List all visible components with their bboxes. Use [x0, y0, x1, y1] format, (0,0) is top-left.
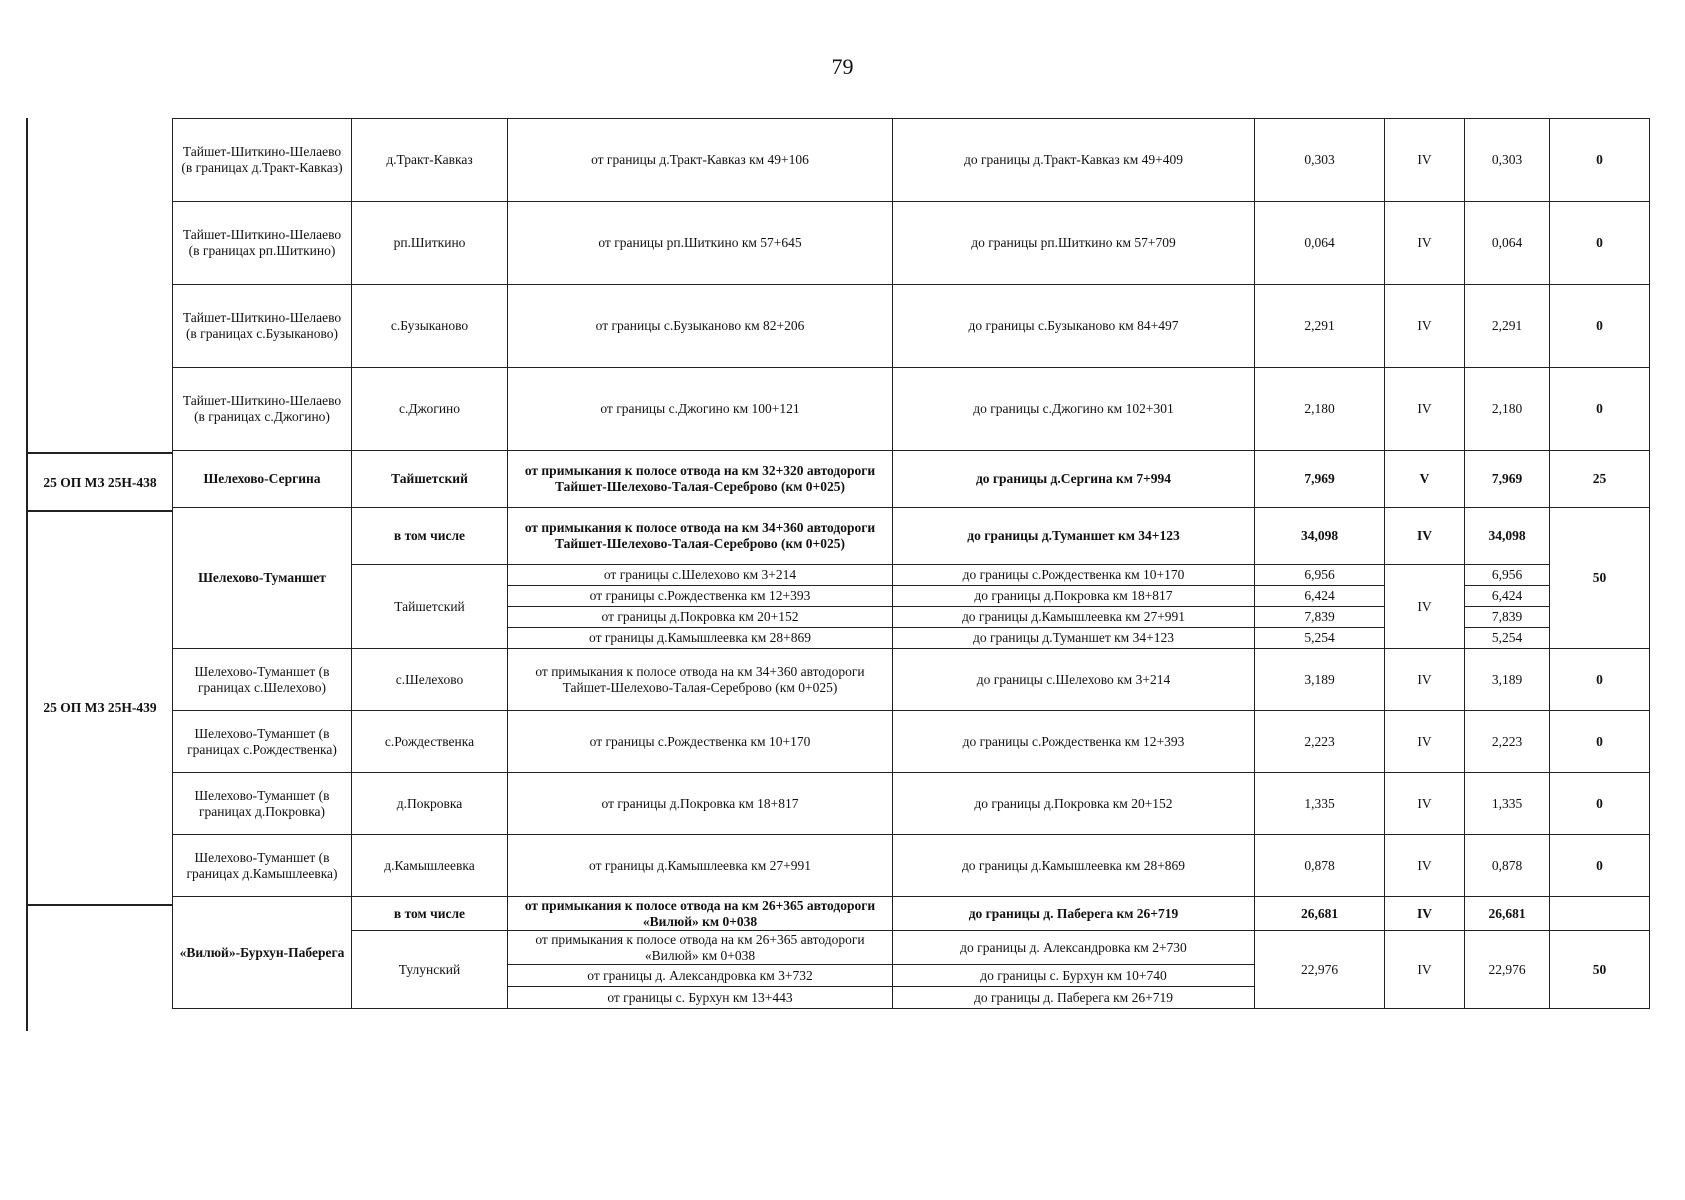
to-cell: до границы д.Камышлеевка км 28+869 [893, 835, 1255, 897]
table-row [173, 202, 1650, 285]
road-name-cell: Тайшет-Шиткино-Шелаево (в границах рп.Шиткино) [173, 202, 352, 285]
length2-cell: 0,878 [1465, 835, 1550, 897]
length2-cell: 7,839 [1465, 607, 1550, 628]
from-cell: от границы с.Джогино км 100+121 [508, 368, 893, 451]
length2-cell: 6,424 [1465, 586, 1550, 607]
length2-cell: 2,291 [1465, 285, 1550, 368]
table-row [173, 508, 1650, 565]
code-divider [28, 510, 172, 512]
table-row [173, 773, 1650, 835]
to-cell: до границы рп.Шиткино км 57+709 [893, 202, 1255, 285]
last-cell: 0 [1550, 119, 1650, 202]
table-row [173, 711, 1650, 773]
from-cell: от границы д.Покровка км 20+152 [508, 607, 893, 628]
locality-cell: д.Тракт-Кавказ [352, 119, 508, 202]
code-divider [28, 904, 172, 906]
table-row [173, 451, 1650, 508]
locality-cell: д.Камышлеевка [352, 835, 508, 897]
length-cell: 5,254 [1255, 628, 1385, 649]
length-cell: 7,839 [1255, 607, 1385, 628]
last-cell: 0 [1550, 202, 1650, 285]
from-cell: от границы с.Рождественка км 12+393 [508, 586, 893, 607]
to-cell: до границы с.Рождественка км 12+393 [893, 711, 1255, 773]
length-cell: 22,976 [1255, 931, 1385, 1009]
locality-cell: с.Шелехово [352, 649, 508, 711]
length-cell: 26,681 [1255, 897, 1385, 931]
last-cell: 0 [1550, 368, 1650, 451]
length2-cell: 5,254 [1465, 628, 1550, 649]
to-cell: до границы д.Покровка км 18+817 [893, 586, 1255, 607]
locality-cell: с.Бузыканово [352, 285, 508, 368]
category-cell: IV [1385, 508, 1465, 565]
table-row [173, 931, 1650, 965]
to-cell: до границы д. Паберега км 26+719 [893, 897, 1255, 931]
length-cell: 7,969 [1255, 451, 1385, 508]
category-cell: IV [1385, 368, 1465, 451]
length-cell: 6,956 [1255, 565, 1385, 586]
category-cell: IV [1385, 897, 1465, 931]
category-cell: IV [1385, 565, 1465, 649]
length2-cell: 7,969 [1465, 451, 1550, 508]
including-cell: в том числе [352, 508, 508, 565]
road-name-cell: Шелехово-Сергина [173, 451, 352, 508]
from-cell: от границы с.Рождественка км 10+170 [508, 711, 893, 773]
last-cell: 25 [1550, 451, 1650, 508]
category-cell: IV [1385, 285, 1465, 368]
last-cell: 0 [1550, 285, 1650, 368]
length-cell: 1,335 [1255, 773, 1385, 835]
district-cell: Тайшетский [352, 565, 508, 649]
from-cell: от примыкания к полосе отвода на км 32+320 автодороги Тайшет-Шелехово-Талая-Сереброво (км 0+025) [508, 451, 893, 508]
to-cell: до границы д.Туманшет км 34+123 [893, 628, 1255, 649]
length2-cell: 34,098 [1465, 508, 1550, 565]
road-name-cell: Шелехово-Туманшет (в границах д.Камышлеевка) [173, 835, 352, 897]
from-cell: от примыкания к полосе отвода на км 26+365 автодороги «Вилюй» км 0+038 [508, 897, 893, 931]
last-cell: 50 [1550, 931, 1650, 1009]
to-cell: до границы с.Рождественка км 10+170 [893, 565, 1255, 586]
from-cell: от границы д.Покровка км 18+817 [508, 773, 893, 835]
road-name-cell: «Вилюй»-Бурхун-Паберега [173, 897, 352, 1009]
road-name-cell: Тайшет-Шиткино-Шелаево (в границах с.Бузыканово) [173, 285, 352, 368]
roads-table [172, 118, 1650, 1009]
table-row [173, 649, 1650, 711]
length2-cell: 0,064 [1465, 202, 1550, 285]
from-cell: от границы д.Камышлеевка км 28+869 [508, 628, 893, 649]
length-cell: 3,189 [1255, 649, 1385, 711]
to-cell: до границы д.Тракт-Кавказ км 49+409 [893, 119, 1255, 202]
table-row [173, 835, 1650, 897]
length2-cell: 1,335 [1465, 773, 1550, 835]
last-cell: 50 [1550, 508, 1650, 649]
length2-cell: 3,189 [1465, 649, 1550, 711]
length2-cell: 2,223 [1465, 711, 1550, 773]
length2-cell: 0,303 [1465, 119, 1550, 202]
last-cell: 0 [1550, 835, 1650, 897]
from-cell: от примыкания к полосе отвода на км 26+365 автодороги «Вилюй» км 0+038 [508, 931, 893, 965]
locality-cell: рп.Шиткино [352, 202, 508, 285]
length2-cell: 6,956 [1465, 565, 1550, 586]
length2-cell: 2,180 [1465, 368, 1550, 451]
last-cell-empty [1550, 897, 1650, 931]
road-name-cell: Тайшет-Шиткино-Шелаево (в границах д.Тракт-Кавказ) [173, 119, 352, 202]
road-name-cell: Шелехово-Туманшет (в границах с.Рождественка) [173, 711, 352, 773]
locality-cell: Тайшетский [352, 451, 508, 508]
length-cell: 34,098 [1255, 508, 1385, 565]
length-cell: 0,064 [1255, 202, 1385, 285]
table-row [173, 897, 1650, 931]
locality-cell: с.Рождественка [352, 711, 508, 773]
to-cell: до границы с.Бузыканово км 84+497 [893, 285, 1255, 368]
category-cell: IV [1385, 931, 1465, 1009]
category-cell: V [1385, 451, 1465, 508]
page-number: 79 [831, 54, 854, 79]
from-cell: от границы с.Бузыканово км 82+206 [508, 285, 893, 368]
from-cell: от границы с.Шелехово км 3+214 [508, 565, 893, 586]
from-cell: от границы д.Камышлеевка км 27+991 [508, 835, 893, 897]
road-code-439: 25 ОП МЗ 25Н-439 [43, 700, 157, 715]
category-cell: IV [1385, 835, 1465, 897]
category-cell: IV [1385, 202, 1465, 285]
including-cell: в том числе [352, 897, 508, 931]
to-cell: до границы д. Паберега км 26+719 [893, 987, 1255, 1009]
left-border-rule [26, 118, 28, 1031]
length-cell: 2,291 [1255, 285, 1385, 368]
length-cell: 2,223 [1255, 711, 1385, 773]
length-cell: 0,878 [1255, 835, 1385, 897]
to-cell: до границы д.Туманшет км 34+123 [893, 508, 1255, 565]
from-cell: от границы д. Александровка км 3+732 [508, 965, 893, 987]
from-cell: от примыкания к полосе отвода на км 34+360 автодороги Тайшет-Шелехово-Талая-Сереброво (км 0+025) [508, 508, 893, 565]
length-cell: 2,180 [1255, 368, 1385, 451]
from-cell: от примыкания к полосе отвода на км 34+360 автодороги Тайшет-Шелехово-Талая-Сереброво (км 0+025) [508, 649, 893, 711]
road-name-cell: Тайшет-Шиткино-Шелаево (в границах с.Джогино) [173, 368, 352, 451]
length2-cell: 26,681 [1465, 897, 1550, 931]
to-cell: до границы д.Сергина км 7+994 [893, 451, 1255, 508]
to-cell: до границы с.Джогино км 102+301 [893, 368, 1255, 451]
road-name-cell: Шелехово-Туманшет (в границах д.Покровка) [173, 773, 352, 835]
locality-cell: д.Покровка [352, 773, 508, 835]
table-row [173, 119, 1650, 202]
last-cell: 0 [1550, 773, 1650, 835]
category-cell: IV [1385, 711, 1465, 773]
table-row [173, 565, 1650, 586]
district-cell: Тулунский [352, 931, 508, 1009]
category-cell: IV [1385, 119, 1465, 202]
category-cell: IV [1385, 649, 1465, 711]
length-cell: 6,424 [1255, 586, 1385, 607]
to-cell: до границы д.Покровка км 20+152 [893, 773, 1255, 835]
to-cell: до границы д.Камышлеевка км 27+991 [893, 607, 1255, 628]
locality-cell: с.Джогино [352, 368, 508, 451]
table-row [173, 285, 1650, 368]
to-cell: до границы с. Бурхун км 10+740 [893, 965, 1255, 987]
to-cell: до границы с.Шелехово км 3+214 [893, 649, 1255, 711]
table-row [173, 368, 1650, 451]
length-cell: 0,303 [1255, 119, 1385, 202]
last-cell: 0 [1550, 711, 1650, 773]
length2-cell: 22,976 [1465, 931, 1550, 1009]
from-cell: от границы д.Тракт-Кавказ км 49+106 [508, 119, 893, 202]
road-code-438: 25 ОП МЗ 25Н-438 [43, 475, 157, 490]
road-name-cell: Шелехово-Туманшет (в границах с.Шелехово) [173, 649, 352, 711]
from-cell: от границы с. Бурхун км 13+443 [508, 987, 893, 1009]
category-cell: IV [1385, 773, 1465, 835]
last-cell: 0 [1550, 649, 1650, 711]
to-cell: до границы д. Александровка км 2+730 [893, 931, 1255, 965]
road-name-cell: Шелехово-Туманшет [173, 508, 352, 649]
from-cell: от границы рп.Шиткино км 57+645 [508, 202, 893, 285]
code-divider [28, 452, 172, 454]
